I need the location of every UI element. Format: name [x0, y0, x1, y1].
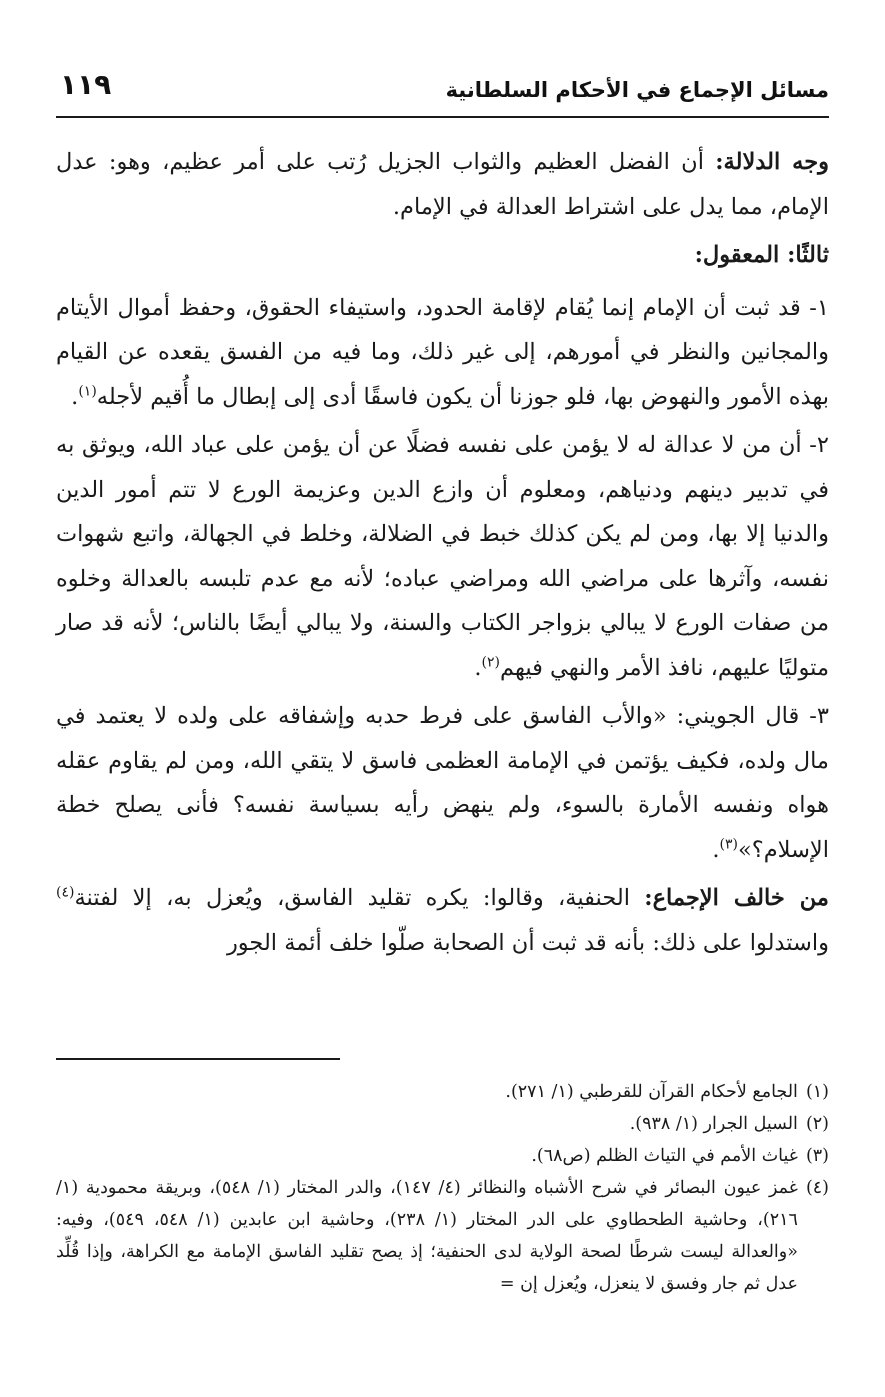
footnote-number: (٢) [805, 1114, 829, 1134]
paragraph-point-2 [56, 423, 829, 690]
running-title: مسائل الإجماع في الأحكام السلطانية [445, 78, 829, 102]
paragraph-point-3 [56, 694, 829, 872]
section-heading: ثالثًا: المعقول: [694, 242, 829, 268]
paragraph-point-1 [56, 286, 829, 420]
footnote-text: السيل الجرار (١/ ٩٣٨). [629, 1114, 798, 1134]
footnote-number: (٤) [805, 1178, 829, 1198]
footnote-3 [56, 1140, 829, 1172]
footnote-2 [56, 1108, 829, 1140]
paragraph-dissent [56, 876, 829, 965]
footnote-number: (١) [805, 1082, 829, 1102]
footnote-separator [56, 1058, 340, 1060]
evidence-text: أن الفضل العظيم والثواب الجزيل رُتب على أمر عظيم، وهو: عدل الإمام، مما يدل على اشتراط العدالة في الإمام. [56, 149, 829, 220]
footnote-text: الجامع لأحكام القرآن للقرطبي (١/ ٢٧١). [505, 1082, 798, 1102]
point-3-end: . [712, 836, 720, 863]
point-2-text: ٢- أن من لا عدالة له لا يؤمن على نفسه فضلًا عن أن يؤمن على عباد الله، ويوثق به في تدبير دينهم ودنياهم، ومعلوم أن وازع الدين وعزيمة الورع لا تتم أمور الدين والدنيا إلا بها، ومن لم يكن كذلك خبط في الضلالة، وخلط في الجهالة، واتبع شهوات نفسه، وآثرها على مراضي الله ومراضي عباده؛ لأنه مع عدم تلبسه بالعدالة وخلوه من صفات الورع لا يبالي بزواجر الكتاب والسنة، ولا يبالي أيضًا بالناس؛ لأنه قد صار متوليًا عليهم، نافذ الأمر والنهي فيهم [56, 432, 829, 681]
footnote-text: غياث الأمم في التياث الظلم (ص٦٨). [531, 1146, 798, 1166]
footnote-text: غمز عيون البصائر في شرح الأشباه والنظائر (٤/ ١٤٧)، والدر المختار (١/ ٥٤٨)، وبريقة محمودية (١/ ٢١٦)، وحاشية الطحطاوي على الدر المختار (١/ ٢٣٨)، وحاشية ابن عابدين (١/ ٥٤٨، ٥٤٩)، وفيه: «والعدالة ليست شرطًا لصحة الولاية لدى الحنفية؛ إذ يصح تقليد الفاسق الإمامة مع الكراهة، وإذا قُلِّد عدل ثم جار وفسق لا ينعزل، ويُعزل إن = [56, 1178, 798, 1294]
page-number: ١١٩ [60, 68, 112, 101]
point-2-end: . [474, 654, 482, 681]
dissent-label: من خالف الإجماع: [644, 885, 829, 911]
dissent-text-2: واستدلوا على ذلك: بأنه قد ثبت أن الصحابة صلّوا خلف أئمة الجور [226, 929, 829, 956]
footnote-ref-1: (١) [78, 383, 97, 399]
footnote-4 [56, 1172, 829, 1300]
evidence-label: وجه الدلالة: [715, 149, 829, 175]
page-header [56, 62, 829, 118]
footnote-ref-2: (٢) [481, 654, 500, 670]
footnote-ref-4: (٤) [56, 884, 75, 901]
footnote-number: (٣) [805, 1146, 829, 1166]
paragraph-evidence [56, 140, 829, 229]
footnote-ref-3: (٣) [719, 836, 738, 852]
footnote-1 [56, 1076, 829, 1108]
point-3-text: ٣- قال الجويني: «والأب الفاسق على فرط حدبه وإشفاقه على ولده لا يعتمد في مال ولده، فكيف يؤتمن في الإمامة العظمى فاسق لا يتقي الله، ومن لم يقاوم عقله هواه ونفسه الأمارة بالسوء، ولم ينهض رأيه بسياسة نفسه؟ فأنى يصلح خطة الإسلام؟» [56, 703, 829, 863]
main-text [56, 140, 829, 969]
footnotes [56, 1076, 829, 1300]
point-1-end: . [71, 383, 79, 410]
point-1-text: ١- قد ثبت أن الإمام إنما يُقام لإقامة الحدود، واستيفاء الحقوق، وحفظ أموال الأيتام والمجانين والنظر في أمورهم، إلى غير ذلك، وما فيه من الفسق يقعده عن القيام بهذه الأمور والنهوض بها، فلو جوزنا أن يكون فاسقًا أدى إلى إبطال ما أُقيم لأجله [56, 294, 829, 410]
dissent-text-1: الحنفية، وقالوا: يكره تقليد الفاسق، ويُعزل به، إلا لفتنة [74, 885, 645, 911]
